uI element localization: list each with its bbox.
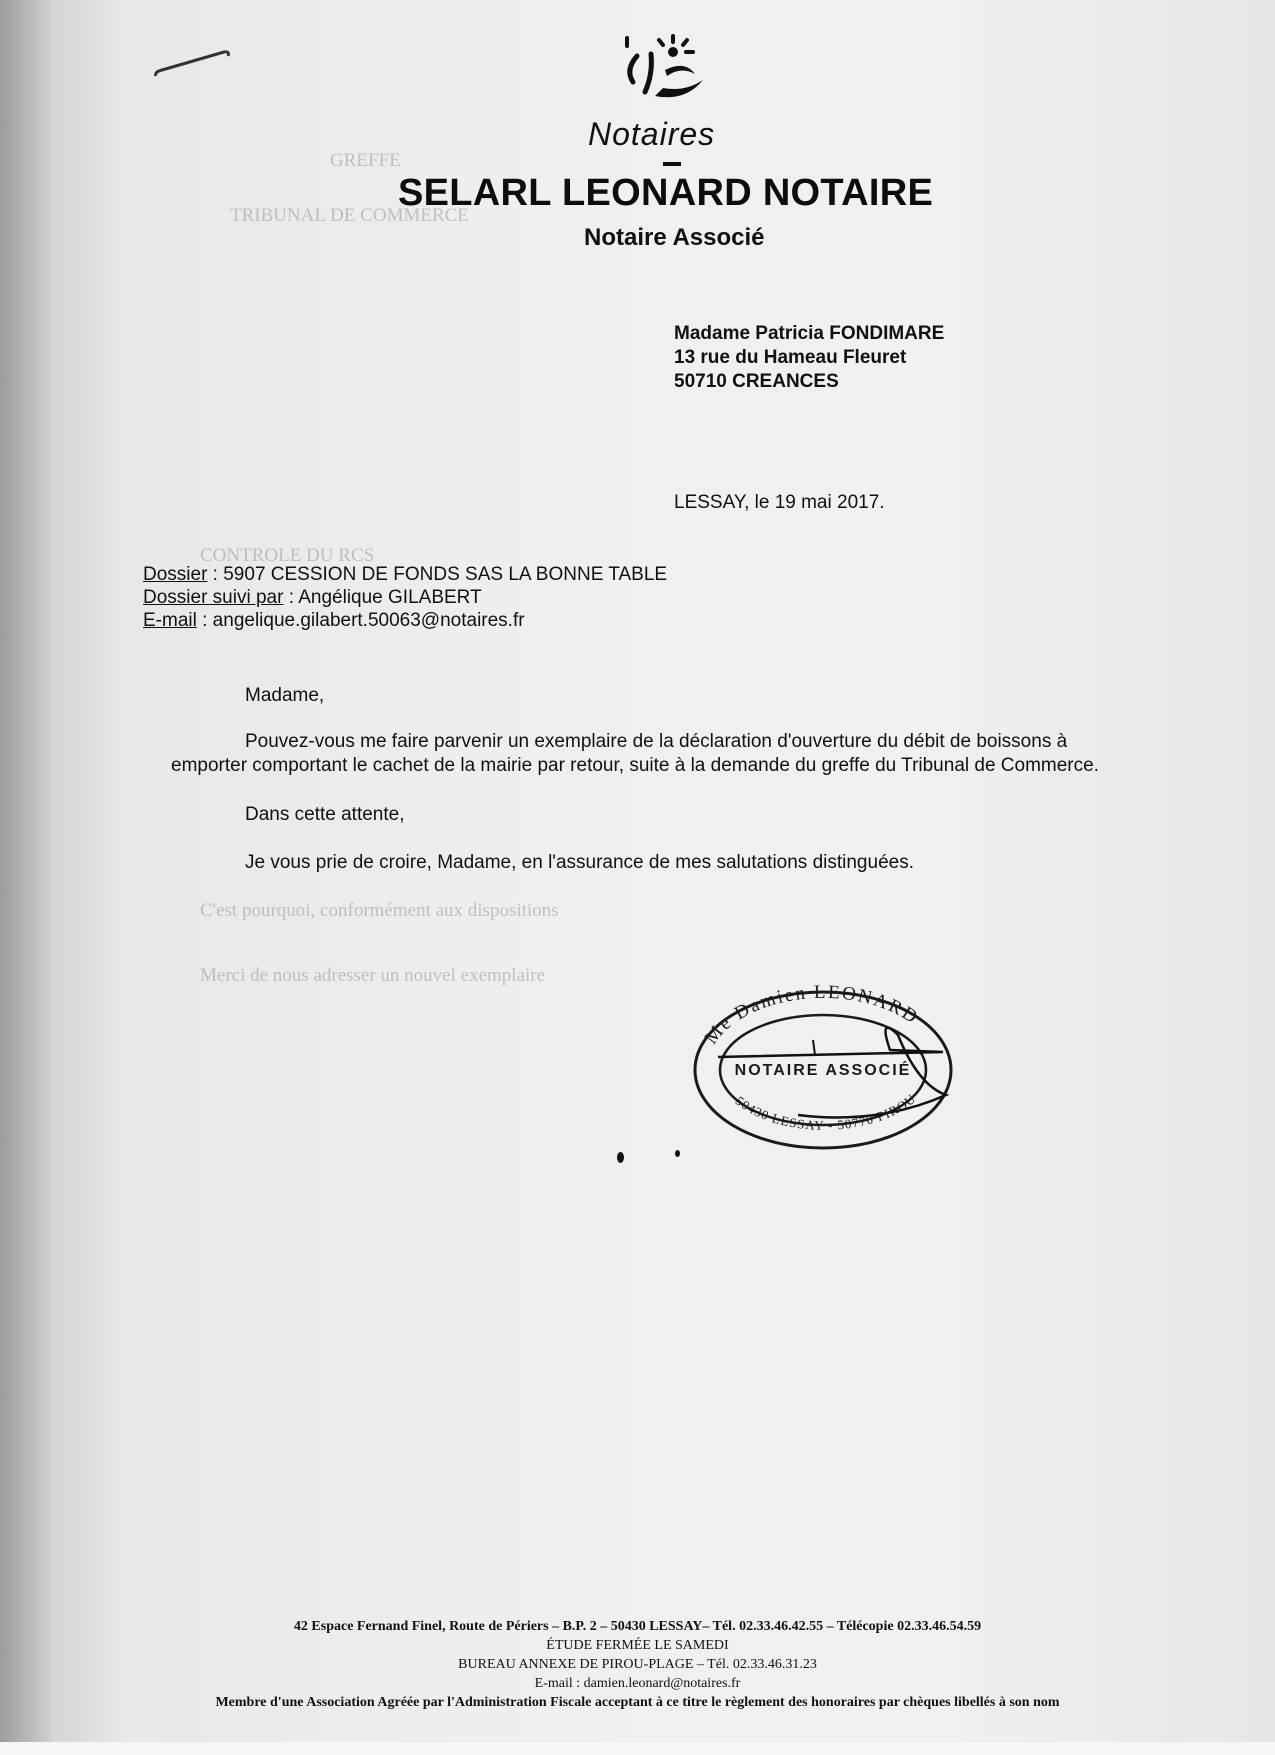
show-through-text: C'est pourquoi, conformément aux dispositions <box>200 900 559 921</box>
firm-name: SELARL LEONARD NOTAIRE <box>398 172 934 214</box>
ink-spot <box>675 1150 680 1157</box>
waiting-line: Dans cette attente, <box>245 804 405 825</box>
footer-annex: BUREAU ANNEXE DE PIROU-PLAGE – Tél. 02.33.46.31.23 <box>458 1657 817 1672</box>
dossier-label: Dossier <box>143 564 208 585</box>
dossier-value: : 5907 CESSION DE FONDS SAS LA BONNE TABLE <box>207 564 668 585</box>
closing-line: Je vous prie de croire, Madame, en l'assurance de mes salutations distinguées. <box>245 852 914 873</box>
reference-block <box>143 563 667 632</box>
place-date: LESSAY, le 19 mai 2017. <box>674 492 885 513</box>
email-value: : angelique.gilabert.50063@notaires.fr <box>196 610 525 631</box>
brand-underline <box>663 162 681 166</box>
followed-by-line <box>143 586 667 609</box>
scan-left-edge <box>0 0 50 1755</box>
notaires-logo-icon <box>615 30 725 100</box>
footer-closed: ÉTUDE FERMÉE LE SAMEDI <box>546 1638 729 1653</box>
firm-subtitle: Notaire Associé <box>584 224 765 251</box>
footer-email: E-mail : damien.leonard@notaires.fr <box>534 1676 741 1691</box>
ink-spot <box>617 1152 624 1163</box>
recipient-address <box>674 322 944 394</box>
paragraph-line-2: emporter comportant le cachet de la mairie par retour, suite à la demande du greffe du Tribunal de Commerce. <box>171 755 1099 776</box>
salutation: Madame, <box>245 685 325 706</box>
footer-address: 42 Espace Fernand Finel, Route de Périers – B.P. 2 – 50430 LESSAY– Tél. 02.33.46.42.55 – Télécopie 02.33.46.54.59 <box>293 1619 982 1634</box>
show-through-text: CONTROLE DU RCS <box>200 545 375 566</box>
show-through-text: TRIBUNAL DE COMMERCE <box>230 205 469 226</box>
followed-by-value: : Angélique GILABERT <box>283 587 482 608</box>
recipient-street: 13 rue du Hameau Fleuret <box>674 347 907 368</box>
followed-by-label: Dossier suivi par <box>143 587 284 608</box>
stamp-center-text: NOTAIRE ASSOCIÉ <box>734 1062 912 1079</box>
paperclip-mark-icon <box>152 48 232 83</box>
stamp-bottom-text: 50430 LESSAY - 50770 PIROU <box>732 1090 919 1133</box>
scan-bottom-edge <box>0 1742 1275 1755</box>
footer-association: Membre d'une Association Agréée par l'Administration Fiscale acceptant à ce titre le règlement des honoraires par chèques libellés à son nom <box>215 1695 1060 1710</box>
brand-name: Notaires <box>588 116 716 152</box>
show-through-text: Merci de nous adresser un nouvel exemplaire <box>200 965 546 986</box>
recipient-name: Madame Patricia FONDIMARE <box>674 323 945 344</box>
letter-footer <box>0 1617 1275 1712</box>
stamp-top-text: Me Damien LEONARD <box>700 981 923 1049</box>
email-line <box>143 609 667 632</box>
paragraph-line-1: Pouvez-vous me faire parvenir un exemplaire de la déclaration d'ouverture du débit de boissons à <box>245 731 1068 752</box>
show-through-text: GREFFE <box>330 150 401 171</box>
dossier-line <box>143 563 667 586</box>
email-label: E-mail <box>143 610 197 631</box>
recipient-city: 50710 CREANCES <box>674 371 839 392</box>
notary-stamp <box>678 975 968 1150</box>
